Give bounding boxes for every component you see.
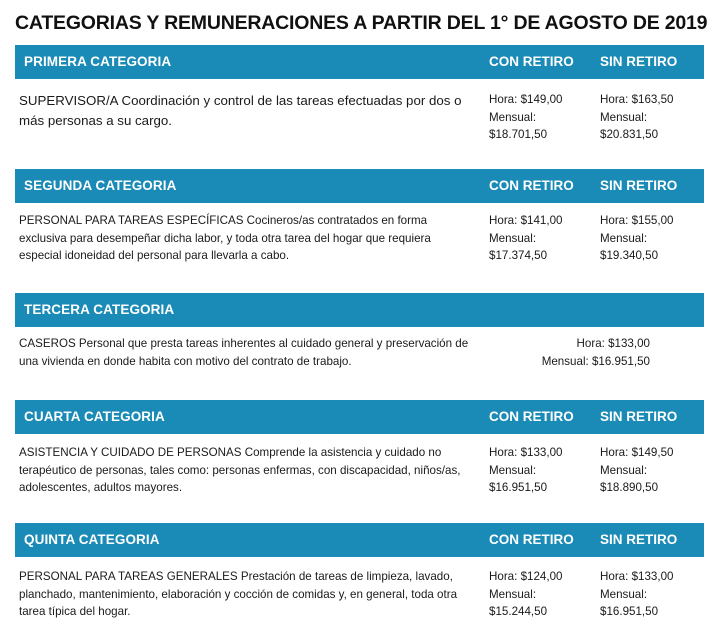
monthly-label: Mensual: xyxy=(600,587,648,601)
category-description: SUPERVISOR/A Coordinación y control de las tareas efectuadas por dos o más personas a su cargo. xyxy=(19,93,462,128)
monthly-rate: $18.701,50 xyxy=(489,128,548,141)
sin-retiro-header: SIN RETIRO xyxy=(600,409,678,424)
monthly-rate: $15.244,50 xyxy=(489,605,548,618)
category-name: CUARTA CATEGORIA xyxy=(24,409,165,424)
category-section-quinta xyxy=(15,523,704,627)
sin-retiro-price xyxy=(600,212,673,265)
hourly-rate: Hora: $124,00 xyxy=(489,570,563,583)
category-header xyxy=(15,45,704,79)
monthly-label: Mensual: xyxy=(489,110,537,124)
category-description: ASISTENCIA Y CUIDADO DE PERSONAS Comprende la asistencia y cuidado no terapéutico de personas, tales como: personas enfermas, con discapacidad, niños/as, adolescentes, adultos mayores. xyxy=(19,446,461,494)
monthly-rate: $19.340,50 xyxy=(600,249,659,262)
category-header xyxy=(15,293,704,327)
sin-retiro-price xyxy=(600,91,673,144)
monthly-label: Mensual: xyxy=(600,110,648,124)
monthly-rate: $16.951,50 xyxy=(489,481,548,494)
sin-retiro-header: SIN RETIRO xyxy=(600,54,678,69)
category-description: PERSONAL PARA TAREAS ESPECÍFICAS Cocineros/as contratados en forma exclusiva para desempeñar dicha labor, y toda otra tarea del hogar que requiera especial idoneidad del personal para llevarla a cabo. xyxy=(19,214,431,262)
con-retiro-price xyxy=(489,212,562,265)
category-header xyxy=(15,169,704,203)
hourly-rate: Hora: $133,00 xyxy=(576,337,650,350)
monthly-label: Mensual: xyxy=(489,231,537,245)
monthly-label: Mensual: xyxy=(600,463,648,477)
category-description: PERSONAL PARA TAREAS GENERALES Prestación de tareas de limpieza, lavado, planchado, mantenimiento, elaboración y cocción de comidas y, en general, toda otra tarea típica del hogar. xyxy=(19,570,458,618)
hourly-rate: Hora: $133,00 xyxy=(600,570,674,583)
con-retiro-price xyxy=(489,444,562,497)
monthly-rate: $16.951,50 xyxy=(600,605,659,618)
page-title: CATEGORIAS Y REMUNERACIONES A PARTIR DEL 1° DE AGOSTO DE 2019 xyxy=(15,12,708,34)
category-section-segunda xyxy=(15,169,704,283)
single-price xyxy=(530,335,650,370)
hourly-rate: Hora: $149,50 xyxy=(600,446,674,459)
sin-retiro-header: SIN RETIRO xyxy=(600,532,678,547)
hourly-rate: Hora: $141,00 xyxy=(489,214,563,227)
category-name: PRIMERA CATEGORIA xyxy=(24,54,172,69)
con-retiro-price xyxy=(489,568,562,621)
con-retiro-header: CON RETIRO xyxy=(489,532,574,547)
monthly-label: Mensual: xyxy=(489,463,537,477)
hourly-rate: Hora: $155,00 xyxy=(600,214,674,227)
monthly-label: Mensual: xyxy=(600,231,648,245)
hourly-rate: Hora: $163,50 xyxy=(600,93,674,106)
con-retiro-header: CON RETIRO xyxy=(489,178,574,193)
category-description: CASEROS Personal que presta tareas inherentes al cuidado general y preservación de una vivienda en donde habita con motivo del contrato de trabajo. xyxy=(19,337,469,368)
monthly-rate: $18.890,50 xyxy=(600,481,659,494)
con-retiro-header: CON RETIRO xyxy=(489,409,574,424)
category-name: TERCERA CATEGORIA xyxy=(24,302,175,317)
category-name: SEGUNDA CATEGORIA xyxy=(24,178,177,193)
hourly-rate: Hora: $149,00 xyxy=(489,93,563,106)
category-section-cuarta xyxy=(15,400,704,514)
category-section-primera xyxy=(15,45,704,159)
con-retiro-price xyxy=(489,91,562,144)
category-section-tercera xyxy=(15,293,704,407)
category-name: QUINTA CATEGORIA xyxy=(24,532,160,547)
con-retiro-header: CON RETIRO xyxy=(489,54,574,69)
monthly-rate: $20.831,50 xyxy=(600,128,659,141)
sin-retiro-price xyxy=(600,568,673,621)
sin-retiro-header: SIN RETIRO xyxy=(600,178,678,193)
monthly-rate: Mensual: $16.951,50 xyxy=(541,354,650,368)
sin-retiro-price xyxy=(600,444,673,497)
monthly-label: Mensual: xyxy=(489,587,537,601)
category-header xyxy=(15,400,704,434)
category-header xyxy=(15,523,704,557)
monthly-rate: $17.374,50 xyxy=(489,249,548,262)
hourly-rate: Hora: $133,00 xyxy=(489,446,563,459)
